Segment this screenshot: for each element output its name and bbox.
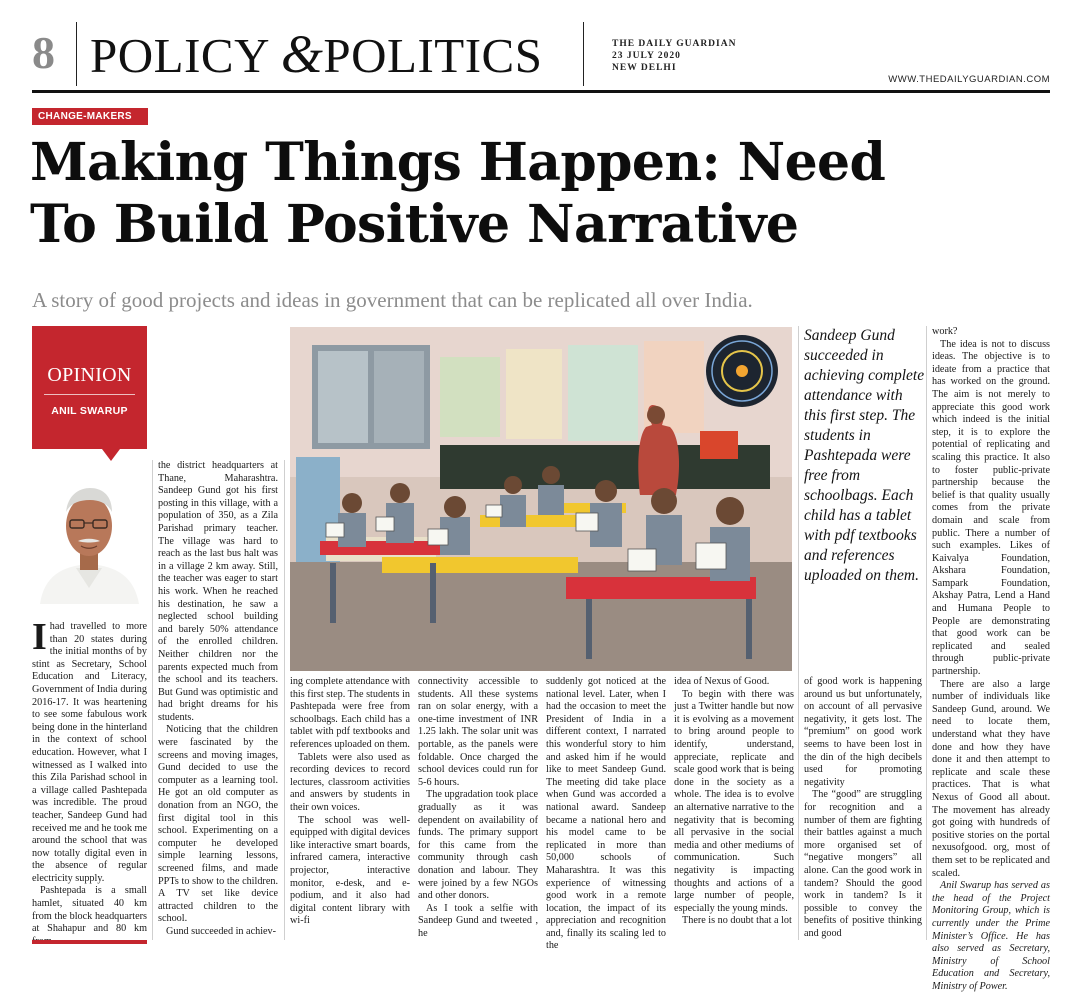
opinion-box [32,326,147,449]
article-column [546,676,666,953]
headline [30,132,1050,256]
article-paragraph: There are also a large number of individuals like Sandeep Gund, around. We need to locate them, understand what they have done and how they have done it and then attempt to replicate and scale these practices. That is what Nexus of Good all about. The movement has already got going with hundreds of positive stories on the portal nexusofgood. org, most of them set to be replicated and scaled. [932,678,1050,879]
article-paragraph: suddenly got noticed at the national level. Later, when I had the occasion to meet the President of India in a different context, I narrated this wonderful story to him and asked him if he would like to meet Sandeep Gund. The meeting did take place when Gund was accorded a national award. Sandeep became a national hero and his model came to be replicated in more than 50,000 schools of Maharashtra. It was this experience of witnessing good work in a remote location, the impact of its appreciation and recognition and, finally its scaling led to the [546,676,666,952]
article-paragraph: Pashtepada is a small hamlet, situated 40 km from the block headquarters at Shahapur and 80 km [32,885,147,935]
issue-city: NEW DELHI [612,63,677,73]
article-column [32,616,147,948]
author-bio: Anil Swarup has served as the head of the Project Monitoring Group, which is currently under the Prime Minister’s Office. He has also served as Secretary, Ministry of School Education and Secretary, Ministry of Power. [932,880,1050,992]
article-paragraph [32,616,147,885]
article-paragraph: of good work is happening around us but unfortunately, on account of all pervasive negativity, it gets lost. The “premium” on good work seems to have been lost in the din of the high decibels used for promoting negativity [804,676,922,788]
website-url[interactable]: WWW.THEDAILYGUARDIAN.COM [888,74,1050,85]
article-column [290,676,410,928]
article-paragraph: the district headquarters at Thane, Maharashtra. Sandeep Gund got his first posting in this village, with a population of 350, as a Zila Parishad primary teacher. The village was hard to reach as the last bus halt was in a village 2 km away. Still, the teacher was eager to start his work. When he reached his destination, he saw a neglected school building and barely 50% attendance of the enrolled children. Neither children nor the parents expected much from the school and its teachers. But Gund was optimistic and had bright dreams for his students. [158,460,278,723]
column-rule [284,460,285,940]
article-column [418,676,538,940]
article-paragraph: connectivity accessible to students. All these systems ran on solar energy, with a one-time investment of INR 1.25 lakh. The solar unit was portable, as the panels were foldable. Once charged the school devices could run for 5-6 hours. [418,676,538,788]
article-paragraph: Noticing that the children were fascinated by the screens and moving images, Gund decided to use the computer as a learning tool. He got an old computer as donation from an NGO, the first digital tool in this school. Experimenting on a computer he developed simple learning lessons, screened films, and made PPTs to show to the children. A TV set like device attracted children to the school. [158,724,278,925]
pull-quote: Sandeep Gund succeeded in achieving complete attendance with this first step. The students in Pashtepada were free from schoolbags. Each child has a tablet with pdf textbooks and references uploaded on them. [804,327,925,584]
opinion-label: OPINION [47,364,132,386]
classroom-photo [290,327,792,671]
article-paragraph: The idea is not to discuss ideas. The objective is to ideate from a practice that has worked on the ground. The aim is not merely to appreciate this good work which indeed is the initial step, it is to explore the potential of replicating and scaling this practice. It also to foster public-private partnership because the belief is that quality usually comes from the private domain and scale from public. There a number of such examples. Likes of Kaivalya Foundation, Akshara Foundation, Sampark Foundation, Akshay Patra, Lend a Hand and Humana People to People are demonstrating that good work can be replicated and sealed through public-private partnership. [932,338,1050,678]
article-column [804,676,922,940]
section-title [90,26,542,84]
section-title-ampersand: & [280,24,324,84]
masthead-rule [32,90,1050,93]
article-paragraph: Tablets were also used as recording devices to record lectures, classroom activities and answers by students in their own voices. [290,751,410,813]
article-paragraph: To begin with there was just a Twitter handle but now it is evolving as a movement to bring around people to identify, understand, appreciate, replicate and scale good work that is being done in the society as a whole. The idea is to evolve an alternative narrative to the negativity that is becoming all pervasive in the social media and other mediums of communication. Such negativity is impacting thoughts and actions of a large number of people, especially the young minds. [674,688,794,914]
paragraph-text: had travelled to more than 20 states during the initial months of by stint as Secretary, School Education and Literacy, Government of India during 2016-17. It was heartening to see some fabulous work being done in the hinterland in the context of school education. However, what I witnessed as I walked into this Zila Parishad school in a village called Pashtepada was incredible. The proud teacher, Sandeep Gund had received me and he took me around the school that was now totally digital even in the absence of regular electricity supply. [32,621,147,884]
edition-info [612,38,736,74]
issue-date: 23 JULY 2020 [612,51,681,61]
author-name: ANIL SWARUP [51,405,128,417]
article-paragraph: work? [932,326,958,337]
opinion-box-pointer [102,449,120,461]
drop-cap: I [32,616,47,658]
column-rule [152,460,153,940]
article-paragraph: ing complete attendance with this first step. The students in Pashtepada were free from schoolbags. Each child has a tablet with pdf textbooks and references uploaded on them. [290,676,410,750]
section-title-part2: POLITICS [323,28,543,83]
deck: A story of good projects and ideas in government that can be replicated all over India. [32,288,753,312]
masthead [32,22,1050,90]
article-paragraph: As I took a selfie with Sandeep Gund and tweeted , he [418,902,538,939]
column-rule [926,326,927,940]
article-column [158,460,278,939]
headline-line: Making Things Happen: Need [30,132,886,193]
article-column [674,676,794,928]
article-paragraph: The school was well-equipped with digital devices like interactive smart boards, infrared camera, interactive projector, interactive monitor, e-desk, and e-podium, and it also had digital content library with wi-fi [290,814,410,927]
article-paragraph: The upgradation took place gradually as it was dependent on availability of funds. The primary support for this came from the community through cash donation and labour. They were joined by a few NGOs and other donors. [418,789,538,902]
column-rule [798,326,799,940]
author-portrait [32,468,147,604]
paper-name: THE DAILY GUARDIAN [612,39,737,49]
article-paragraph: Gund succeeded in achiev- [166,925,277,937]
kicker-label: CHANGE-MAKERS [32,108,148,125]
article-paragraph: The “good” are struggling for recognition and a number of them are fighting their battles against a much more organised set of “negative mongers” all alone. Can the good work in tandem? Should the good work in tandem? Is it possible to convey the benefits of positive thinking and good [804,789,922,939]
masthead-divider [583,22,584,86]
article-column [932,326,1050,993]
masthead-divider [76,22,77,86]
headline-line: To Build Positive Narrative [30,194,799,255]
page-number: 8 [32,27,55,78]
opinion-divider [44,394,135,395]
section-title-part1: POLICY [90,28,281,83]
article-paragraph: There is no doubt that a lot [682,915,792,927]
bottom-accent-bar [32,940,147,944]
article-paragraph: idea of Nexus of Good. [674,676,770,687]
